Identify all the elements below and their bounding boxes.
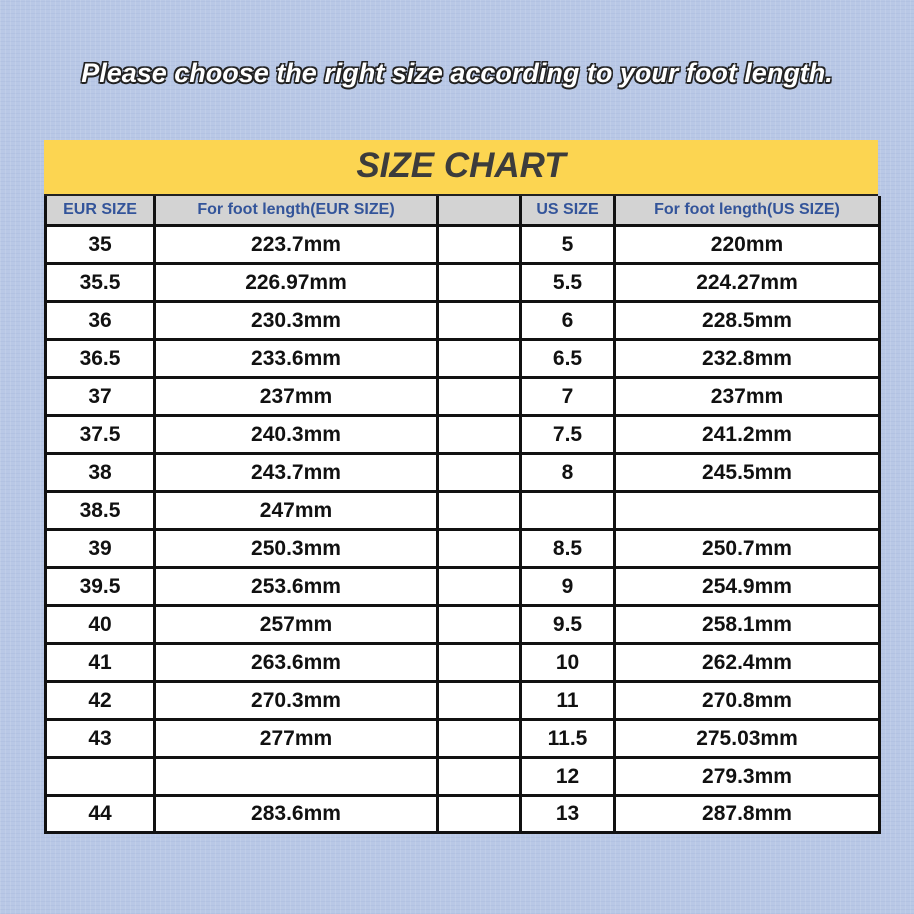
eur-foot-length-cell: 243.7mm	[155, 454, 438, 492]
table-row	[46, 302, 880, 340]
spacer-cell	[438, 340, 521, 378]
table-row	[46, 758, 880, 796]
eur-size-cell: 37	[46, 378, 155, 416]
table-row	[46, 568, 880, 606]
us-foot-length-cell: 275.03mm	[615, 720, 880, 758]
us-size-cell: 10	[521, 644, 615, 682]
eur-foot-length-cell: 277mm	[155, 720, 438, 758]
eur-size-cell: 35.5	[46, 264, 155, 302]
spacer-cell	[438, 682, 521, 720]
spacer-cell	[438, 644, 521, 682]
spacer-cell	[438, 796, 521, 833]
table-row	[46, 530, 880, 568]
us-size-cell	[521, 492, 615, 530]
us-size-cell: 8	[521, 454, 615, 492]
instruction-heading: Please choose the right size according to your foot length.	[81, 58, 833, 88]
eur-foot-length-cell: 230.3mm	[155, 302, 438, 340]
size-rows	[46, 226, 880, 833]
header-row	[46, 196, 880, 226]
table-row	[46, 682, 880, 720]
us-foot-length-cell: 254.9mm	[615, 568, 880, 606]
us-foot-length-cell: 270.8mm	[615, 682, 880, 720]
us-size-header: US SIZE	[521, 196, 615, 226]
us-foot-length-cell: 279.3mm	[615, 758, 880, 796]
eur-size-cell: 40	[46, 606, 155, 644]
size-chart	[44, 140, 878, 834]
eur-foot-length-cell	[155, 758, 438, 796]
eur-size-cell: 41	[46, 644, 155, 682]
spacer-cell	[438, 758, 521, 796]
us-size-cell: 6	[521, 302, 615, 340]
eur-size-cell: 44	[46, 796, 155, 833]
eur-foot-length-cell: 240.3mm	[155, 416, 438, 454]
table-row	[46, 226, 880, 264]
table-row	[46, 606, 880, 644]
eur-size-cell: 43	[46, 720, 155, 758]
us-foot-length-cell: 241.2mm	[615, 416, 880, 454]
eur-foot-length-header: For foot length(EUR SIZE)	[155, 196, 438, 226]
eur-size-cell: 35	[46, 226, 155, 264]
us-size-cell: 5	[521, 226, 615, 264]
us-foot-length-cell: 228.5mm	[615, 302, 880, 340]
eur-foot-length-cell: 247mm	[155, 492, 438, 530]
table-row	[46, 454, 880, 492]
us-size-cell: 7	[521, 378, 615, 416]
table-row	[46, 644, 880, 682]
eur-size-cell: 36.5	[46, 340, 155, 378]
eur-size-cell: 36	[46, 302, 155, 340]
eur-foot-length-cell: 270.3mm	[155, 682, 438, 720]
us-foot-length-header: For foot length(US SIZE)	[615, 196, 880, 226]
table-row	[46, 720, 880, 758]
us-size-cell: 8.5	[521, 530, 615, 568]
eur-foot-length-cell: 226.97mm	[155, 264, 438, 302]
eur-size-cell	[46, 758, 155, 796]
eur-size-cell: 39	[46, 530, 155, 568]
us-foot-length-cell: 224.27mm	[615, 264, 880, 302]
us-foot-length-cell: 287.8mm	[615, 796, 880, 833]
eur-size-cell: 39.5	[46, 568, 155, 606]
us-size-cell: 7.5	[521, 416, 615, 454]
eur-size-cell: 38.5	[46, 492, 155, 530]
us-foot-length-cell: 250.7mm	[615, 530, 880, 568]
table-row	[46, 340, 880, 378]
us-size-cell: 11	[521, 682, 615, 720]
table-row	[46, 416, 880, 454]
eur-foot-length-cell: 263.6mm	[155, 644, 438, 682]
table-row	[46, 796, 880, 833]
size-table	[44, 196, 881, 834]
eur-foot-length-cell: 253.6mm	[155, 568, 438, 606]
spacer-cell	[438, 226, 521, 264]
spacer-cell	[438, 416, 521, 454]
us-size-cell: 12	[521, 758, 615, 796]
spacer-cell	[438, 568, 521, 606]
spacer-cell	[438, 302, 521, 340]
table-row	[46, 264, 880, 302]
spacer-header	[438, 196, 521, 226]
eur-foot-length-cell: 283.6mm	[155, 796, 438, 833]
us-size-cell: 9	[521, 568, 615, 606]
us-size-cell: 6.5	[521, 340, 615, 378]
us-size-cell: 13	[521, 796, 615, 833]
eur-size-cell: 42	[46, 682, 155, 720]
us-size-cell: 9.5	[521, 606, 615, 644]
us-foot-length-cell	[615, 492, 880, 530]
eur-foot-length-cell: 223.7mm	[155, 226, 438, 264]
eur-foot-length-cell: 250.3mm	[155, 530, 438, 568]
eur-foot-length-cell: 237mm	[155, 378, 438, 416]
table-row	[46, 378, 880, 416]
spacer-cell	[438, 264, 521, 302]
eur-size-cell: 37.5	[46, 416, 155, 454]
eur-size-header: EUR SIZE	[46, 196, 155, 226]
spacer-cell	[438, 606, 521, 644]
eur-foot-length-cell: 233.6mm	[155, 340, 438, 378]
eur-foot-length-cell: 257mm	[155, 606, 438, 644]
spacer-cell	[438, 530, 521, 568]
spacer-cell	[438, 720, 521, 758]
spacer-cell	[438, 378, 521, 416]
spacer-cell	[438, 492, 521, 530]
table-row	[46, 492, 880, 530]
chart-title: SIZE CHART	[44, 140, 878, 196]
us-foot-length-cell: 245.5mm	[615, 454, 880, 492]
us-foot-length-cell: 232.8mm	[615, 340, 880, 378]
us-foot-length-cell: 237mm	[615, 378, 880, 416]
us-foot-length-cell: 220mm	[615, 226, 880, 264]
us-foot-length-cell: 258.1mm	[615, 606, 880, 644]
eur-size-cell: 38	[46, 454, 155, 492]
us-size-cell: 5.5	[521, 264, 615, 302]
spacer-cell	[438, 454, 521, 492]
us-size-cell: 11.5	[521, 720, 615, 758]
us-foot-length-cell: 262.4mm	[615, 644, 880, 682]
